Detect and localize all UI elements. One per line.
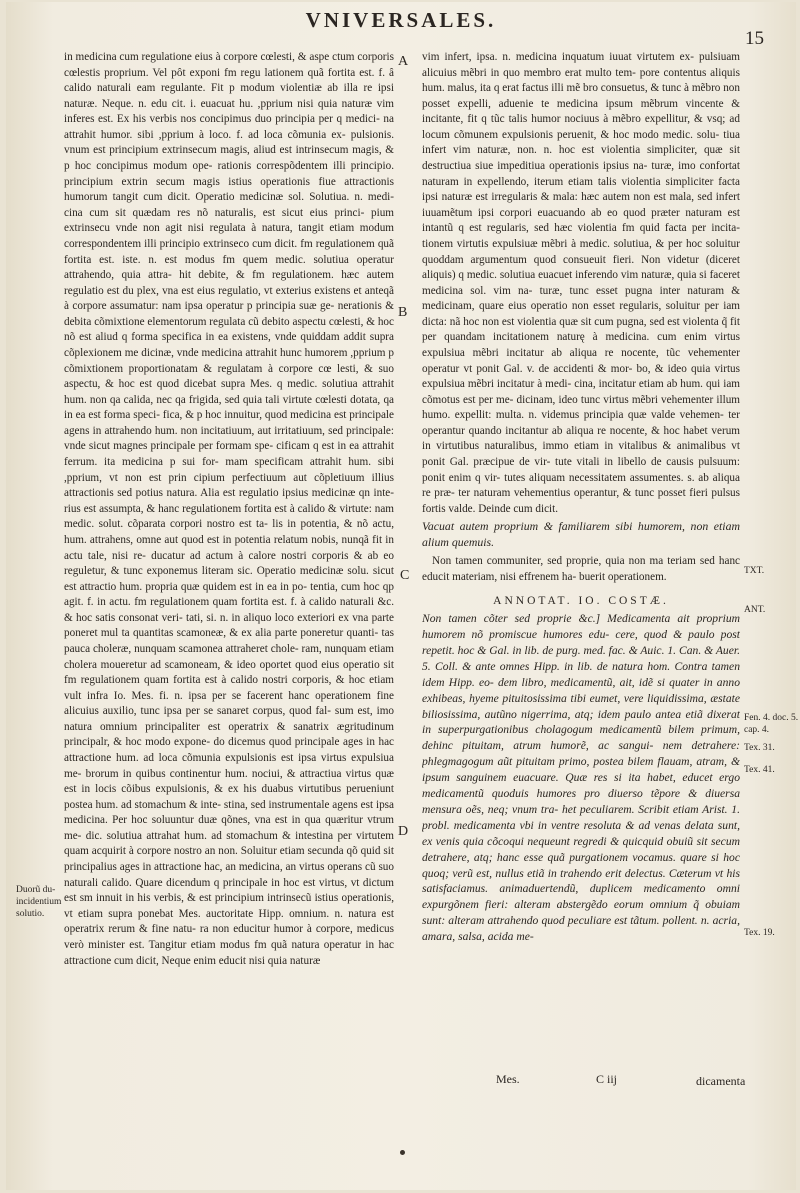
left-column-text: in medicina cum regulatione eius à corpore cœlesti, & aspe ctum corporis cœlestis proprium. Vel pôt exponi fm regu lationem quã fortita est. f. â calido naturali eam regulante. Fit p modum violentiæ ab illa re ipsi naturæ. Neque. n. edu cit. i. euacuat hu. ,pprium nisi quia naturæ vim inferes est. Ex his verbis nos concipimus duo principia per q medici- na attrahit humor. sibi ,pprium à loco. f. ad loca cõmunia ex- pulsionis. vnum est principium extrinsecum magis, aliud est intrinsecum magis, & p hoc concipimus modum ope- rationis correspõdentem illi principio. principium extrin secum magis istius operationis fiue attractionis humorum tangit cum dicit. Operatio medicinæ sol. Solutiua. n. medi- cina cum sit quædam res nõ naturalis, est sicut eius princi- pium extrinsecu vnde non agit nisi regulata à natura, tangit etiam modum correspondentem illi principio extrinseco cum dicit. fm regulationem quã fortita est. iste. n. est modus fm quem medic. solutiua operatur attrahendo, quia attra- hit debite, & fm regulationem. hæc autem regulatio est du plex, vna est eius regulatio, vt exterius existens et anteqã à corpore assumatur: nam ipsa operatur p principia suæ ge- nerationis & debita cõmixtione elementorum regulata cũ debito aspectu cœlesti, & hoc nõ est aliud q forma specifica in ea existens, vnde quiddam addit supra cõplexionem me dicinæ, vnde medicina attrahit hunc humorem ,pprium p cõmixtionem proportionatam & regulatam à corpore cœ lesti, & suo aspectu, & hoc est quod dicebat supra Mes. q medic. solutiua attrahit hum. non qa calida, nec qa frigida, sed quia tali virtute cœlesti dotata, qa in ea est forma speci- fica, & p hoc innuitur, quod medicina est principale agens in attrahendo hum. non incitatiuum, aut irritatiuum, sed principale: vnde sicut magnes principale per formam spe- cificam q est in ea attrahit ferrum. ita medicina p sui for- mam specificam attrahit hum. sibi ,pprium, vt non est prin cipium perfectiuum aut cõpletiuum illius attractionis sed potius natura. Alia est regulatio ipsius medicinæ qn inte- rius est assumpta, & hanc regulationem fortita est à calido & virtute: nam medic. solut. cõparata corpori nostro est ta- lis in potentia, & nõ actu, hum. attrahens, omne aut quod est in potentia relatum nobis, nunqã fit in actu tale, nisi re- ducatur ad actum à calore nostri corporis & ab eo reguletur, & tunc exponemus literam sic. Operatio medicinæ solu. sicut est attractio hum. propria quæ quidem est in ea in po- tentia, cum hoc qp agit. f. in actu. fm regulationem quam fortita est. f. à calido naturali &c. & hoc satis consonat veri- tati, si. n. in aliquo loco exteriori ex vna parte poneret mul ta quantitas scamoneæ, & ex alia parte poneretur quanti- tas pauca choleræ, nunquam scamonea attraheret chole- ram, nunquam etiam cholera moueretur ad scamoneam, & ideo oportet quod eius operatio sit fm regulationem quam fortita est à calido nostri corporis, & hoc etiam vult infra Io. Mes. fi. n. ipsa per se facerent hanc operationem fine alicuius auxilio, tunc ipsa per se sanaret corpus, quod fal- sum est, imo natura omnium principaliter est operatrix & sanatrix ægritudinum principalr, & hoc modo expone- do dicemus quod principale ages in hac attractione hum. ad loca cõmunia expulsionis est ipsa virtus expulsiua me- brorum in quibus continentur hum. nociui, & attractiua virtus quæ est in locis cõibus expulsionis, & ex his duabus virtutibus perueniunt postea hum. ad stomachum & inte- stina, sed instrumentale agens est ipsa medicina. Per hoc soluuntur duæ qõnes, vna est in qua quæritur vtrum me- dic. solutiua attrahat hum. ad stomachum & intestina per virtutem quam acquirit à corpore nostro an non. Soluitur etiam secunda qõ quid sit principalius ages in attractione hac, an medicina, an virtus operans cũ suo naturali calido. Quare dicendum q principale in hoc est virtus, vt dictum est sm innuit in his verbis, & est principium intrinsecũ istius operationis, vt etiam supra ponebat Mes. auctoritate Hipp. omnium. n. natura est operatrix rerum & fine natu- ra non educitur humor à corpore, medicus verò minister est. Tangitur etiam modus fm quã natura operatur in hac attractione cum dicit, Neque enim educit nisi quia naturæ	[64, 51, 394, 967]
section-letter-d: D	[398, 824, 409, 839]
running-head: VNIVERSALES.	[305, 8, 497, 32]
margin-note-tex19: Tex. 19.	[744, 928, 775, 938]
margin-note-fen: Fen. 4. doc. 5. cap. 4.	[744, 713, 799, 735]
margin-note-ant: ANT.	[744, 605, 766, 615]
page-number: 15	[745, 28, 764, 49]
signature-mark: C iij	[596, 1072, 618, 1086]
margin-note-text: TXT.	[744, 566, 765, 576]
section-letter-c: C	[400, 568, 410, 583]
margin-note-tex41: Tex. 41.	[744, 765, 775, 775]
book-page	[6, 2, 799, 1190]
lemma-text: Vacuat autem proprium & familiarem sibi humorem, non etiam alium quemuis.	[422, 519, 740, 549]
catchword-left: Mes.	[496, 1072, 520, 1086]
section-letter-b: B	[398, 305, 408, 320]
annotation-heading: ANNOTAT. IO. COSTÆ.	[493, 594, 669, 607]
left-column	[64, 50, 394, 1060]
ink-dot	[400, 1150, 405, 1155]
right-column	[422, 50, 740, 1070]
margin-note-left: Duorũ du- incidentium solutio.	[16, 885, 62, 919]
catchword-right: dicamenta	[696, 1074, 746, 1088]
right-column-paragraph-1: vim infert, ipsa. n. medicina inquatum iuuat virtutem ex- pulsiuam alicuius mẽbri in quo membro erat multo tem- pore contentus aliquis hum. malus, ita q erat factus illi mẽ bro consuetus, & tunc à mẽbro non posset expelli, aduenie te medicina ipsum mẽbrum vincente & incitante, fit q tũc talis humor nociuus à mẽbro expellitur, & vsq; ad locum cõmunem expulsionis peruenit, & hoc modo medic. solu- tiua infert vim naturæ, non. n. hoc est violentia simpliciter, quæ sit destructiua siue impeditiua operationis ipsius na- turæ, imo confortat naturam in expellendo, iterum etiam talis violentia simpliciter facta ipsi naturæ est irregularis & mala: hæc autem non est mala, sed infert iuuamẽtum ipsi corpori euacuando ab eo quod præter naturam est intantũ q est regularis, sed hæc violentia fm quid facta per incita- tionem virtutis expulsiuæ mẽbri à medic. solutiua, & per hoc soluitur quoddam argumentum quod consueuit fieri. Non videtur (diceret aliquis) q medic. solutiua euacuet inferendo vim naturæ, quia si faceret medicina sol. vim na- turæ, tunc esset pugna inter naturam & medicinam, quare eius operatio non esset regularis, soluitur per iam dicta: nã hoc non est violentia quæ sit cum pugna, sed est violenta q̃ fit per quandam incitationem naturę à medicina. cum enim virtus expulsiua mẽbri incitatur ab aliqua re nocente, tũc vehementer operatur vt ponit Gal. v. de accidenti & mor- bo, & ideo quia virtus expulsiua mẽbri incitatur à medi- cina, incitatur etiam ab hum. qui iam cõmotus est per me- dicinam, ideo tunc virtus mẽbri vehementer illum humo. expellit: multa. n. videmus principia quæ valde vehemen- ter operantur quando incitantur ab aliqua re nocente, & hoc habet verum in virtutibus naturalibus, immo etiam in vitalibus & animalibus vt ponit Gal. præcipue de vir- tute vitali in libello de causis pulsuum: ponit enim q vir- tutes aliquam necessitatem assumentes. s. ab aliqua re præ- ter naturam vehementius operantur, & tunc posset fieri pulsus fortis valde. Deinde cum dicit.	[422, 51, 740, 515]
annotation-text: Non tamen cõter sed proprie &c.] Medicamenta ait proprium humorem nõ promiscue humores edu- cere, quod & paulo post repetit. hoc & Gal. in lib. de purg. med. fac. & Auic. 1. Can. & Auer. 5. Coll. & ante omnes Hipp. in lib. de natura hom. Contra tamen idem Hipp. eo- dem libro, medicamentũ, ait, idẽ si quater in anno exhibeas, hyeme pituitosissima tibi eumet, vere liquidissima, æstate biliosissima, autũno nigerrima, atq; idem paulo antea etiã dixerat in superpurgationibus cholagogum medicamentũ bilem primum, dehinc pituitam, atrum humorẽ, ac sangui- nem detrahere: phlegmagogum aũt pituitam primo, postea bilem flauam, atram, & ipsum sanguinem euacuare. Quæ res si ita habet, educet ergo medicamentũ quoduis humores pro diuerso tẽpore & diuersa mensura oẽs, neq; vnum tra- het peculiarem. Scribit etiam Arist. 1. probl. medicamenta vbi in ventre resoluta & ad venas delata sunt, ex venis quia cõcoqui nequeunt regredi & quicquid obuiũ sit secum detrahere, atq; hanc esse quã purgationem vocamus. quare si hoc quoq; verũ est, nullus etiã in trahendo erit delectus. Cæterum vt his satisfaciamus. animaduertendũ, duplicem medicamento omni expurgõnem fieri: alteram abstergẽdo eorum omnium q̃ obuiam sunt: alteram attrahendo quod peculiare est tãtum. pollent. n. acria, amara, salsa, acida me-	[422, 612, 740, 944]
right-column-paragraph-2: Non tamen communiter, sed proprie, quia non ma teriam sed hanc educit materiam, nisi effrenem ha- buerit operationem.	[422, 555, 740, 583]
section-letter-a: A	[398, 54, 409, 69]
margin-note-tex31: Tex. 31.	[744, 743, 775, 753]
